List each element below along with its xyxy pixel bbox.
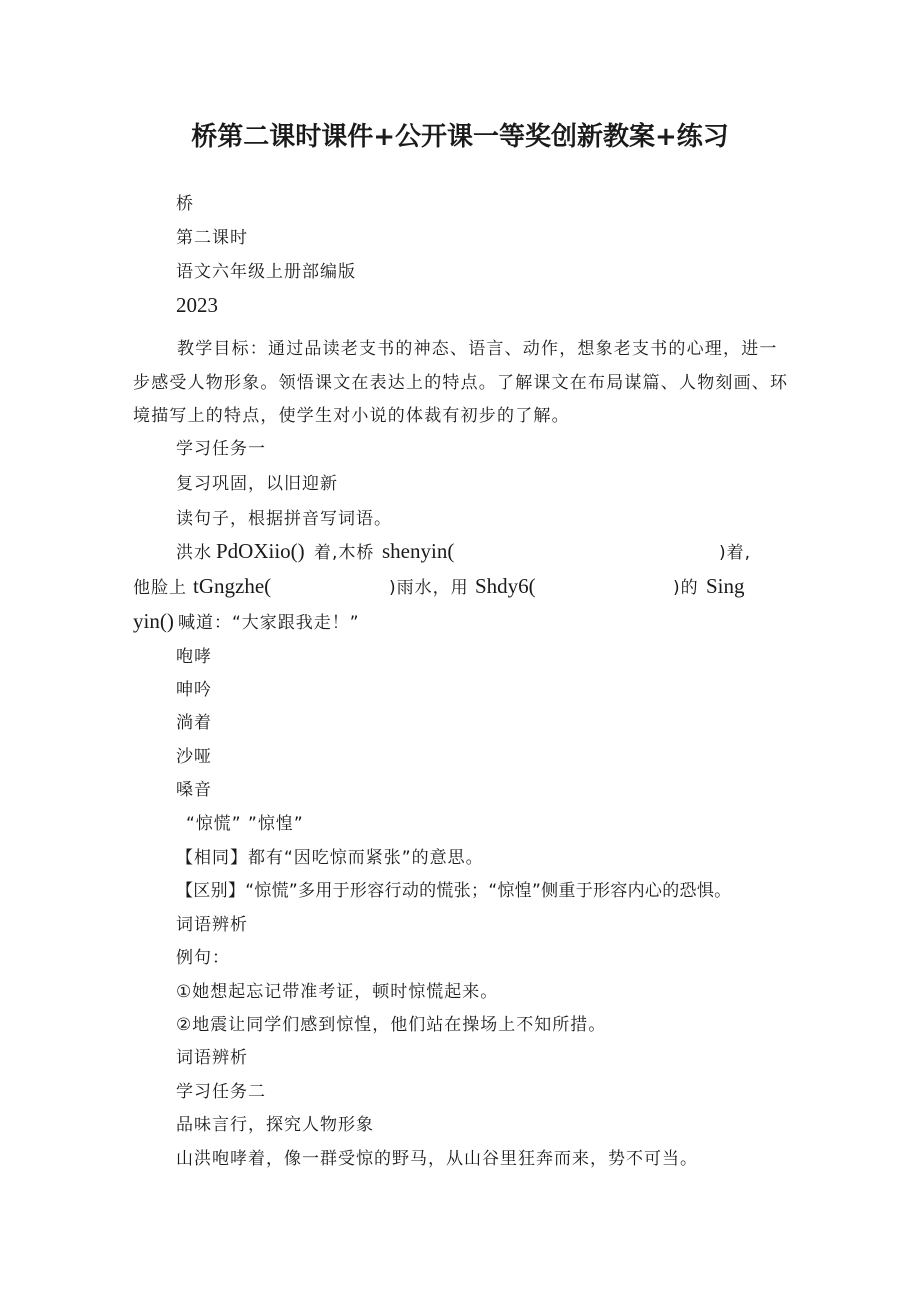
header-line-grade: 语文六年级上册部编版 [176,262,356,282]
compare-same: 【相同】都有“因吃惊而紧张”的意思。 [176,848,484,868]
header-line-lesson: 桥 [176,194,194,214]
header-year: 2023 [176,293,218,317]
compare-diff: 【区别】“惊慌”多用于形容行动的慌张；“惊惶”侧重于形容内心的恐惧。 [176,881,732,901]
fill-line1-e: )着, [719,543,752,563]
task1-title: 学习任务一 [176,439,266,459]
fill-line3-pinyin: yin() [133,609,174,633]
fill-line2-pinyin1: tGngzhe( [193,574,272,598]
fill-line2-a: 他脸上 [133,578,187,598]
answer-word: 呻吟 [176,680,212,700]
task1-subtitle: 复习巩固，以旧迎新 [176,474,338,494]
teaching-objective: 教学目标：通过品读老支书的神态、语言、动作，想象老支书的心理，进一步感受人物形象。领悟课文在表达上的特点。了解课文在布局谋篇、人物刻画、环境描写上的特点，使学生对小说的体裁有初步的了解。 [133,339,789,426]
fill-line1-pinyin2: shenyin( [382,539,455,563]
task2-sentence: 山洪咆哮着，像一群受惊的野马，从山谷里狂奔而来，势不可当。 [176,1149,698,1169]
answer-word: 沙哑 [176,747,212,767]
answer-word: 嗓音 [176,780,212,800]
fill-line1-a: 洪水 [176,543,212,563]
example-sentence-2: ②地震让同学们感到惊惶，他们站在操场上不知所措。 [176,1015,607,1035]
document-title: 桥第二课时课件+公开课一等奖创新教案+练习 [191,122,729,152]
example-sentence-1: ①她想起忘记带准考证，顿时惊慌起来。 [176,982,499,1002]
answer-word: 咆哮 [176,647,212,667]
analysis-heading: 词语辨析 [176,915,248,935]
fill-line3-b: 喊道：“大家跟我走！” [178,613,360,633]
task2-subtitle: 品味言行，探究人物形象 [176,1115,374,1135]
task2-title: 学习任务二 [176,1082,266,1102]
fill-line1-pinyin1: PdOXiio() [216,539,305,563]
fill-line2-pinyin3: Sing [706,574,745,598]
task1-instruction: 读句子，根据拼音写词语。 [176,509,392,529]
analysis-heading: 词语辨析 [176,1048,248,1068]
fill-line2-e: )的 [673,578,699,598]
answer-word: 淌着 [176,713,212,733]
fill-line1-c: 着,木桥 [314,543,375,563]
fill-line2-c: )雨水，用 [389,578,469,598]
compare-words: “惊慌” ”惊惶” [186,814,304,834]
example-label: 例句： [176,948,230,968]
header-line-period: 第二课时 [176,228,248,248]
fill-line2-pinyin2: Shdy6( [475,574,536,598]
